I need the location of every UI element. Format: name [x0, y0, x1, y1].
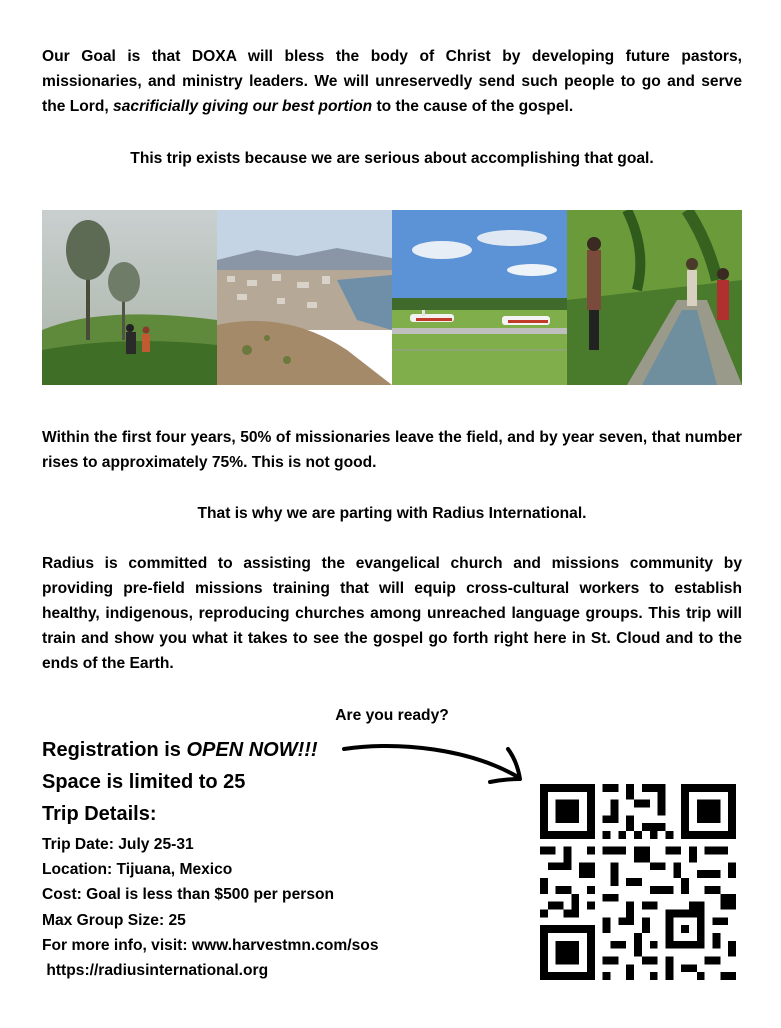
irrigation-channel-group-photo	[567, 210, 742, 385]
qr-code-icon[interactable]	[540, 784, 736, 980]
trip-cost: Cost: Goal is less than $500 per person	[42, 886, 335, 903]
max-group-size: Max Group Size: 25	[42, 912, 186, 929]
airstrip-planes-photo	[392, 210, 567, 385]
partnering-text: That is why we are parting with Radius International.	[197, 505, 587, 522]
curved-arrow-icon	[340, 735, 530, 795]
radius-website-link[interactable]: https://radiusinternational.org	[42, 962, 269, 979]
registration-open: OPEN NOW!!!	[186, 739, 318, 761]
goal-paragraph	[42, 44, 742, 119]
photo-strip	[42, 210, 742, 385]
stats-paragraph: Within the first four years, 50% of missionaries leave the field, and by year seven, that number rises to approximately 75%. This is not good.	[42, 429, 742, 471]
trip-date: Trip Date: July 25-31	[42, 836, 194, 853]
coastal-city-view-photo	[217, 210, 392, 385]
misty-hillside-hikers-photo	[42, 210, 217, 385]
space-limit-heading: Space is limited to 25	[42, 771, 246, 793]
trip-location: Location: Tijuana, Mexico	[42, 861, 233, 878]
registration-heading	[42, 734, 318, 766]
radius-paragraph: Radius is committed to assisting the evangelical church and missions community by providing pre-field missions training that will equip cross-cultural workers to establish healthy, indigenous, reproducing churches among unreached language groups. This trip will train and show you what it takes to see the gospel go forth right here in St. Cloud and to the ends of the Earth.	[42, 555, 742, 672]
more-info-link[interactable]: For more info, visit: www.harvestmn.com/sos	[42, 937, 379, 954]
registration-prefix: Registration is	[42, 739, 187, 761]
goal-lead: Our Goal is that DOXA will bless the body of Christ by developing future pastors, missionaries, and ministry leaders. We will unreservedly send such people to go and serve the Lord,	[42, 48, 742, 115]
trip-exists-text: This trip exists because we are serious about accomplishing that goal.	[130, 150, 654, 167]
goal-tail: to the cause of the gospel.	[372, 98, 574, 115]
goal-emphasis: sacrificially giving our best portion	[113, 98, 373, 115]
ready-text: Are you ready?	[335, 707, 449, 724]
trip-details-heading: Trip Details:	[42, 803, 157, 825]
